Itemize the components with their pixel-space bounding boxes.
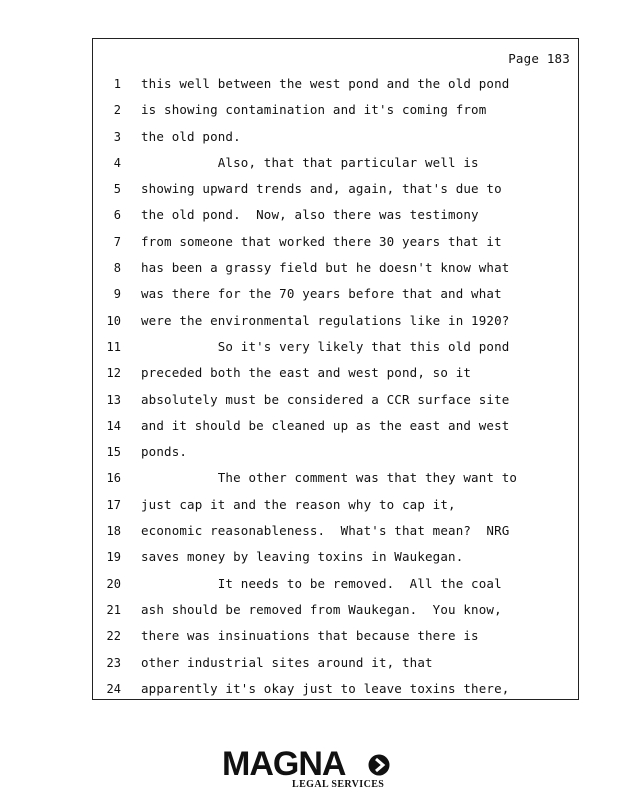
logo-tagline: LEGAL SERVICES: [292, 779, 385, 790]
line-text: Also, that that particular well is: [141, 154, 479, 170]
transcript-line: [93, 71, 578, 97]
transcript-line: [93, 676, 578, 702]
transcript-line: [93, 202, 578, 228]
transcript-line: [93, 281, 578, 307]
line-text: ponds.: [141, 444, 188, 460]
line-text: there was insinuations that because there is: [141, 628, 479, 644]
line-number: 18: [106, 524, 121, 539]
transcript-lines: [93, 71, 578, 702]
transcript-line: [93, 176, 578, 202]
line-number: 19: [106, 550, 121, 565]
line-number: 15: [106, 445, 121, 460]
line-number: 1: [113, 77, 121, 91]
transcript-line: [93, 439, 578, 465]
transcript-line: [93, 334, 578, 360]
line-text: economic reasonableness. What's that mean? NRG: [141, 523, 510, 539]
line-number: 22: [106, 629, 121, 644]
transcript-line: [93, 571, 578, 597]
line-number: 11: [106, 339, 121, 354]
line-number: 4: [113, 155, 121, 170]
line-text: preceded both the east and west pond, so it: [141, 365, 472, 381]
transcript-line: [93, 544, 578, 570]
line-text: just cap it and the reason why to cap it,: [141, 496, 456, 512]
line-text: this well between the west pond and the old pond: [141, 76, 510, 91]
line-text: ash should be removed from Waukegan. You know,: [141, 601, 502, 617]
transcript-line: [93, 518, 578, 544]
line-number: 23: [106, 655, 121, 670]
line-text: the old pond. Now, also there was testimony: [141, 207, 479, 223]
logo-wordmark: MAGNA: [222, 745, 346, 783]
line-number: 8: [113, 261, 121, 276]
transcript-line: [93, 150, 578, 176]
line-text: is showing contamination and it's coming from: [141, 102, 487, 118]
line-number: 21: [106, 602, 121, 617]
transcript-line: [93, 255, 578, 281]
line-number: 10: [106, 313, 121, 328]
line-text: other industrial sites around it, that: [141, 654, 433, 670]
line-number: 20: [106, 576, 121, 591]
line-text: The other comment was that they want to: [141, 470, 518, 486]
chevron-circle-icon: [368, 754, 390, 776]
transcript-line: [93, 387, 578, 413]
transcript-line: [93, 124, 578, 150]
line-text: was there for the 70 years before that and what: [141, 286, 502, 302]
line-text: were the environmental regulations like in 1920?: [141, 312, 510, 328]
line-text: from someone that worked there 30 years that it: [141, 233, 502, 249]
line-text: It needs to be removed. All the coal: [141, 575, 502, 591]
line-number: 6: [113, 208, 121, 223]
line-number: 12: [106, 366, 121, 381]
line-text: apparently it's okay just to leave toxins there,: [141, 680, 510, 696]
transcript-line: [93, 623, 578, 649]
transcript-line: [93, 650, 578, 676]
transcript-line: [93, 360, 578, 386]
line-number: 17: [106, 497, 121, 512]
transcript-line: [93, 229, 578, 255]
line-number: 24: [106, 681, 121, 696]
transcript-line: [93, 97, 578, 123]
line-number: 7: [113, 234, 121, 249]
line-number: 3: [113, 129, 121, 144]
line-text: absolutely must be considered a CCR surface site: [141, 391, 510, 407]
line-text: showing upward trends and, again, that's due to: [141, 181, 502, 197]
transcript-page: [92, 38, 579, 700]
transcript-line: [93, 597, 578, 623]
transcript-line: [93, 308, 578, 334]
line-text: saves money by leaving toxins in Waukegan.: [141, 549, 464, 565]
transcript-line: [93, 492, 578, 518]
line-number: 14: [106, 418, 121, 433]
line-number: 5: [113, 182, 121, 197]
line-number: 9: [113, 287, 121, 302]
transcript-line: [93, 465, 578, 491]
line-text: the old pond.: [141, 128, 241, 144]
line-number: 13: [106, 392, 121, 407]
line-text: and it should be cleaned up as the east and west: [141, 417, 510, 433]
line-text: has been a grassy field but he doesn't know what: [141, 260, 510, 276]
line-number: 16: [106, 471, 121, 486]
line-text: So it's very likely that this old pond: [141, 338, 510, 354]
line-number: 2: [113, 103, 121, 118]
page-number: Page 183: [508, 51, 570, 66]
transcript-line: [93, 413, 578, 439]
magna-logo: [222, 745, 412, 795]
